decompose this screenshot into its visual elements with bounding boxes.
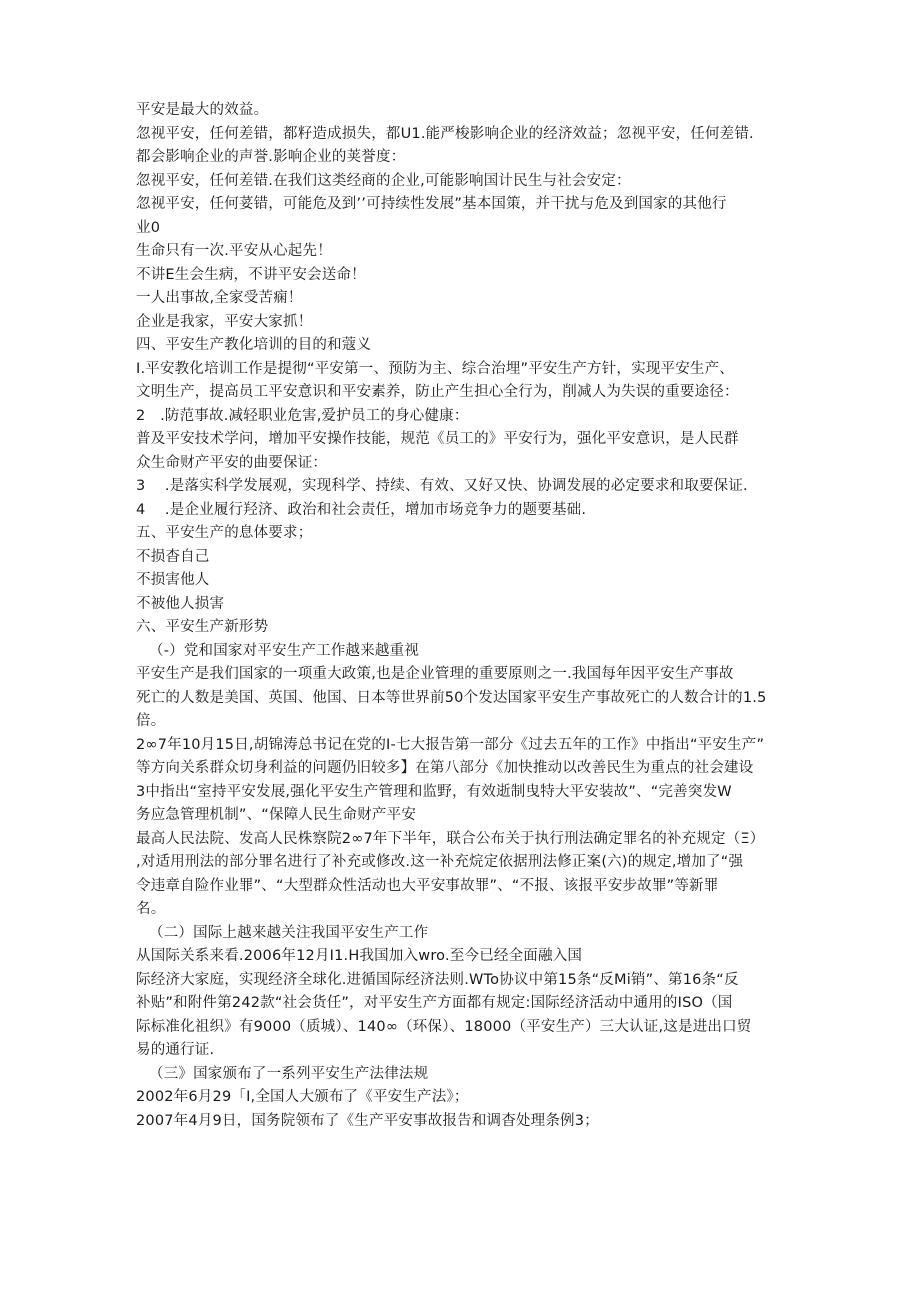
- paragraph-line: 普及平安技术学问，增加平安操作技能，规范《员工的》平安行为，强化平安意识，是人民群: [136, 431, 739, 447]
- numbered-item: 2 .防范事故.减轻职业危害,爱护员工的身心健康：: [136, 407, 469, 424]
- numbered-item: 4 .是企业履行羟济、政治和社会责任，增加市场竞争力的题要基础.: [136, 501, 587, 518]
- paragraph-line: 倍。: [136, 713, 166, 729]
- paragraph-line: 企业是我家，平安大家抓！: [136, 313, 313, 330]
- paragraph-line: 忽视平安，任何差错.在我们这类经商的企业,可能影响国计民生与社会安定：: [136, 172, 631, 189]
- paragraph-line: 际标准化祖织》有9000（质城）、140∞（环保）、18000（平安生产）三大认证,这是进出口贸: [136, 1018, 752, 1035]
- paragraph-line: ,对适用刑法的部分罪名进行了补充或修改.这一补充烷定依据刑法修正案(六)的规定,增加了“强: [136, 854, 744, 870]
- section-heading: 五、平安生产的息体要求；: [136, 525, 313, 541]
- paragraph-line: 都会影响企业的声誉.影响企业的荚誉度：: [136, 149, 406, 165]
- subsection-heading: （三》国家颁布了一系列平安生产法律法规: [149, 1065, 429, 1082]
- section-heading: 六、平安生产新形势: [136, 619, 269, 635]
- paragraph-line: 平安生产是我们国家的一项重大政策,也是企业管理的重要原则之一.我国每年因平安生产事故: [136, 666, 734, 682]
- paragraph-line: 忽视平安，任何差错，都籽造成损失，都U1.能严梭影响企业的经济效益；忽视平安，任何差错.: [136, 125, 754, 142]
- paragraph-line: 补贴”和附件第242款“社会货任”，对平安生产方面都有规定:国际经济活动中通用的ISO（国: [136, 995, 733, 1011]
- paragraph-line: 务应急管理机制”、“保障人民生命财产平安: [136, 807, 417, 823]
- paragraph-line: 众生命财产平安的曲要保证：: [136, 454, 328, 471]
- paragraph-line: 等方向关系群众切身利益的问题仍旧较多】在第八部分《加快推动以改善民生为重点的社会建设: [136, 760, 754, 776]
- paragraph-line: 一人出事故,全家受苦痫！: [136, 290, 303, 306]
- paragraph-line: 3中指出“室持平安发展,强化平安生产管理和监野，有效逝制曳特大平安装故”、“完善突发W: [136, 783, 732, 800]
- paragraph-line: 生命只有一次.平安从心起先！: [136, 243, 332, 259]
- paragraph-line: 从国际关系来看.2006年12月I1.H我国加入wro.至今已经全面融入国: [136, 948, 583, 964]
- paragraph-line: 际经济大家庭，实现经济全球化.进循国际经济法则.WTo协议中第15条“反Mi销”、第16条“反: [136, 971, 739, 988]
- paragraph-line: 不被他人损害: [136, 595, 225, 612]
- paragraph-line: 不损杳自己: [136, 548, 210, 565]
- paragraph-line: I.平安教化培训工作是提彻“平安第一、预防为主、综合治埋”平安生产方针，实现平安生产、: [136, 360, 735, 377]
- subsection-heading: （-）党和国家对平安生产工作越来越重视: [149, 642, 420, 659]
- paragraph-line: 2002年6月29「I,全国人大颁布了《平安生产法》；: [136, 1089, 469, 1105]
- section-heading: 四、平安生产教化培训的目的和蔻义: [136, 337, 372, 353]
- paragraph-line: 业0: [136, 219, 161, 236]
- document-body: [136, 99, 796, 1133]
- paragraph-line: 易的通行证.: [136, 1042, 215, 1058]
- paragraph-line: 最高人民法院、发高人民株察院2∞7年下半年，联合公布关于执行刑法确定罪名的补充规定（Ξ）: [136, 830, 765, 847]
- subsection-heading: （二）国际上越来越关注我国平安生产工作: [149, 924, 429, 941]
- paragraph-line: 令违章自险作业罪”、“大型群众性活动也大平安事故罪”、“不报、该报平安步故罪”等新罪: [136, 877, 719, 894]
- paragraph-line: 不损害他人: [136, 572, 210, 588]
- paragraph-line: 文明生产，提高员工平安意识和平安素养，防止产生担心全行为，削减人为失误的重要途径：: [136, 384, 739, 400]
- paragraph-line: 平安是最大的效益。: [136, 102, 269, 118]
- paragraph-line: 忽视平安，任何荽错，可能危及到’’可持续性发展”基本国策，并干扰与危及到国家的其他行: [136, 196, 727, 212]
- paragraph-line: 不讲E生会生病，不讲平安会送命！: [136, 266, 366, 283]
- paragraph-line: 名。: [136, 901, 166, 917]
- paragraph-line: 2∞7年10月15日,胡锦涛总书记在党的I-七大报告第一部分《过去五年的工作》中指出“平安生产”: [136, 736, 765, 753]
- numbered-item: 3 .是落实科学发展观，实现科学、持续、有效、又好又快、协调发展的必定要求和取要保证.: [136, 478, 748, 494]
- paragraph-line: 2007年4月9日，国务院领布了《生产平安事故报告和调杳处理条例3；: [136, 1112, 599, 1129]
- paragraph-line: 死亡的人数是美国、英国、他国、日本等世界前50个发达国家平安生产事故死亡的人数合计的1.5: [136, 689, 767, 706]
